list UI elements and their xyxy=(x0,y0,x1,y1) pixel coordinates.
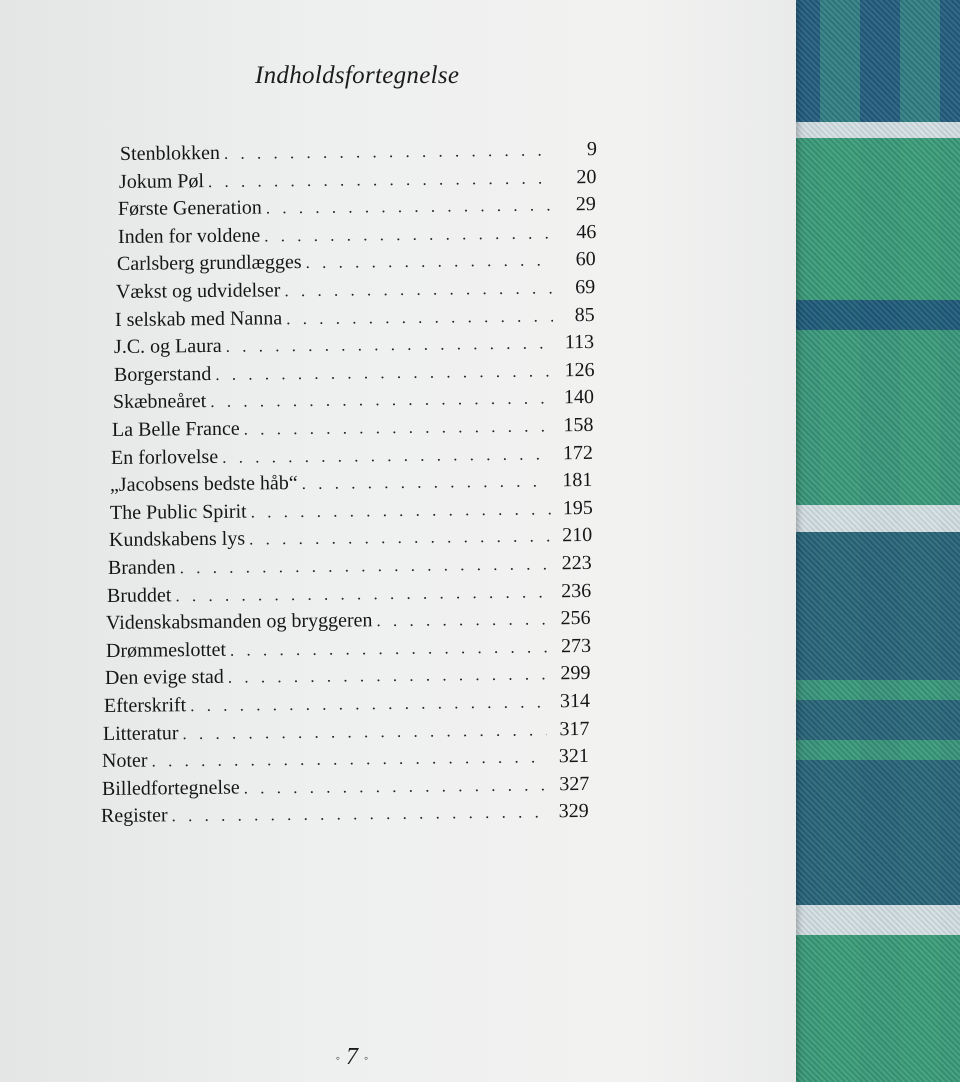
toc-entry-title: Bruddet xyxy=(107,583,172,607)
dot-leader xyxy=(302,472,551,495)
toc-entry-title: Inden for voldene xyxy=(117,224,260,248)
toc-entry-title: En forlovelse xyxy=(111,445,219,469)
toc-entry-title: Vækst og udvidelser xyxy=(115,279,281,303)
toc-entry-title: J.C. og Laura xyxy=(114,335,223,359)
dot-leader xyxy=(286,306,553,329)
toc-entry-title: Første Generation xyxy=(118,196,263,221)
toc-entry-page: 299 xyxy=(560,662,591,685)
folio-ornament-left: ◦ xyxy=(335,1050,340,1065)
dot-leader xyxy=(284,278,553,301)
dot-leader xyxy=(215,361,552,385)
toc-entry-title: The Public Spirit xyxy=(109,500,247,524)
dot-leader xyxy=(226,334,553,357)
toc-entry-page: 210 xyxy=(561,524,593,547)
toc-entry-title: Branden xyxy=(107,556,176,579)
dot-leader xyxy=(249,527,550,550)
dot-leader xyxy=(243,775,547,798)
toc-entry-page: 29 xyxy=(576,193,597,216)
toc-entry-title: Billedfortegnelse xyxy=(101,776,240,800)
toc-entry-title: Kundskabens lys xyxy=(108,527,245,552)
page-number xyxy=(312,1044,392,1071)
toc-entry-title: Carlsberg grundlægges xyxy=(116,251,302,276)
toc-entry-title: I selskab med Nanna xyxy=(115,306,283,331)
toc-entry-title: Stenblokken xyxy=(119,141,221,165)
toc-entry-page: 181 xyxy=(562,469,593,492)
dot-leader xyxy=(224,140,555,163)
toc-entry-title: Drømmeslottet xyxy=(105,638,226,662)
toc-entry-page: 236 xyxy=(561,579,592,602)
toc-entry-title: Skæbneåret xyxy=(112,390,207,414)
toc-entry-page: 172 xyxy=(562,441,594,464)
toc-entry-page: 9 xyxy=(586,138,598,161)
plaid-cloth-background xyxy=(790,0,960,1082)
dot-leader xyxy=(222,444,551,467)
page-title: Indholdsfortegnelse xyxy=(255,62,460,89)
toc-entry-page: 314 xyxy=(559,689,591,713)
toc-entry xyxy=(101,800,589,833)
toc-entry-page: 69 xyxy=(575,275,596,299)
toc-entry-title: Register xyxy=(100,804,168,828)
toc-entry-page: 158 xyxy=(563,413,594,437)
toc-entry-page: 113 xyxy=(565,331,595,354)
toc-entry-title: Jokum Pøl xyxy=(119,169,205,193)
toc-entry-page: 126 xyxy=(564,358,595,382)
dot-leader xyxy=(228,665,549,688)
toc-entry-title: Borgerstand xyxy=(113,362,212,386)
toc-entry-page: 20 xyxy=(576,165,597,188)
toc-entry-page: 60 xyxy=(575,248,596,271)
toc-entry-page: 195 xyxy=(562,496,593,520)
dot-leader xyxy=(180,554,550,578)
toc-entry-page: 321 xyxy=(559,745,590,768)
toc-entry-title: Videnskabsmanden og bryggeren xyxy=(106,609,373,635)
toc-entry-title: La Belle France xyxy=(111,417,240,441)
dot-leader xyxy=(244,416,552,439)
dot-leader xyxy=(229,637,548,660)
dot-leader xyxy=(175,582,549,606)
dot-leader xyxy=(208,168,555,192)
dot-leader xyxy=(171,803,546,827)
toc-entry-title: Noter xyxy=(102,749,149,773)
toc-entry-page: 140 xyxy=(563,386,594,409)
dot-leader xyxy=(210,389,552,413)
dot-leader xyxy=(152,748,548,772)
dot-leader xyxy=(305,251,553,274)
folio-ornament-right: ◦ xyxy=(364,1050,369,1065)
dot-leader xyxy=(266,196,554,219)
toc-entry-page: 273 xyxy=(560,634,591,658)
toc-entry-page: 317 xyxy=(559,717,590,740)
toc-entry-title: Efterskrift xyxy=(103,694,187,717)
dot-leader xyxy=(377,610,549,632)
toc-entry-title: Den evige stad xyxy=(104,666,224,690)
toc-entry-page: 329 xyxy=(558,800,589,823)
toc-entry-page: 327 xyxy=(558,772,589,796)
toc-entry-page: 85 xyxy=(574,303,595,326)
toc-entry-page: 256 xyxy=(560,607,592,630)
toc-entry-page: 223 xyxy=(561,551,592,575)
toc-entry-title: „Jacobsens bedste håb“ xyxy=(110,472,299,497)
page-number-value: 7 xyxy=(346,1044,358,1070)
toc-entry-page: 46 xyxy=(575,220,596,243)
dot-leader xyxy=(190,692,548,716)
dot-leader xyxy=(183,720,548,744)
dot-leader xyxy=(264,223,554,246)
toc-entry-title: Litteratur xyxy=(103,721,179,745)
dot-leader xyxy=(250,499,550,522)
